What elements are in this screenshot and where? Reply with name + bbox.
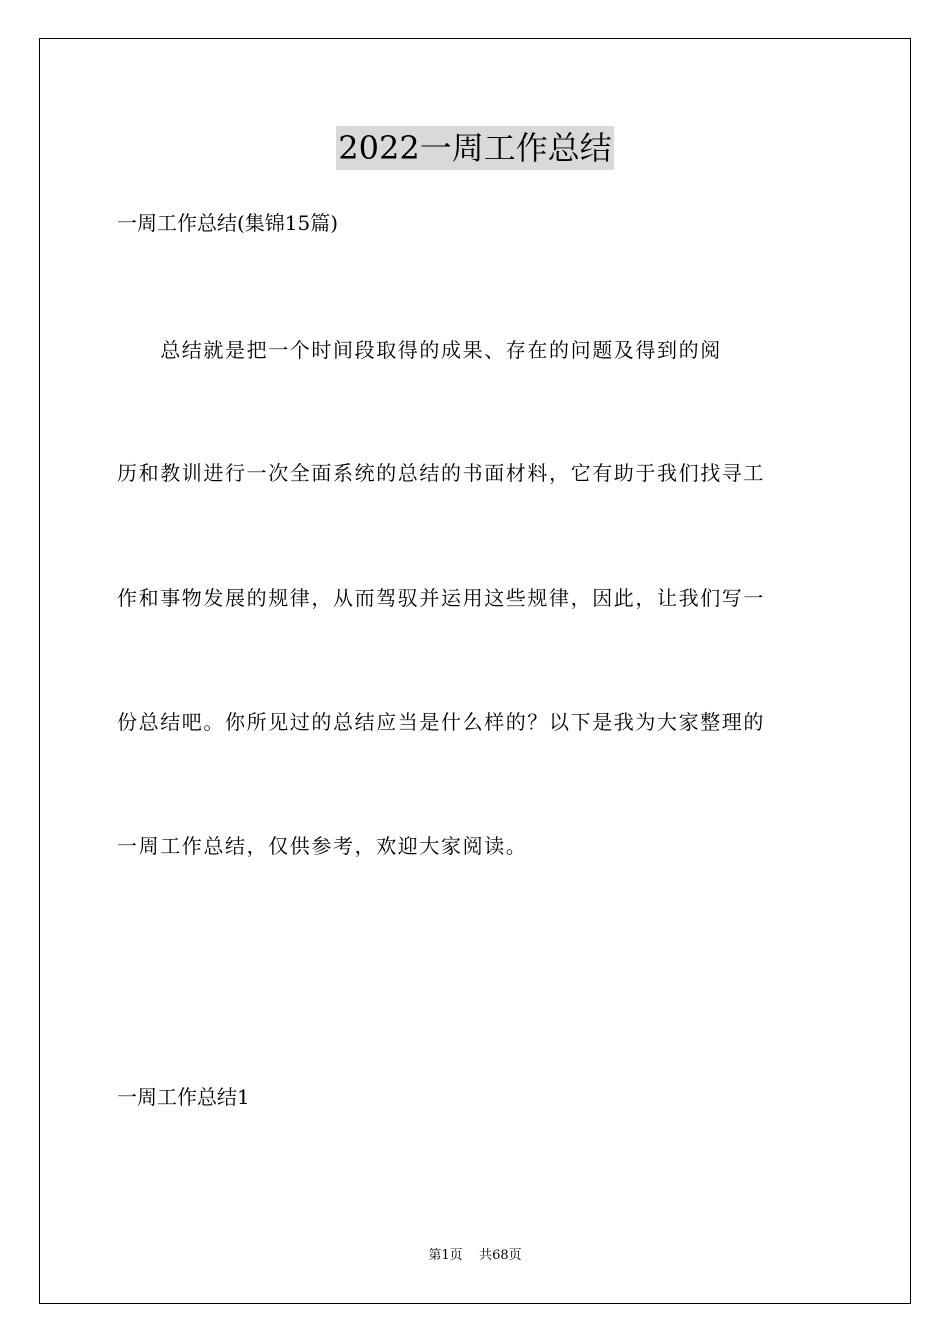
paragraph-line-5: 一周工作总结，仅供参考，欢迎大家阅读。 <box>117 834 528 858</box>
document-subtitle: 一周工作总结(集锦15篇) <box>117 211 339 235</box>
page-number: 第1页 <box>428 1248 463 1263</box>
paragraph-line-3: 作和事物发展的规律，从而驾驭并运用这些规律，因此，让我们写一 <box>117 586 765 610</box>
title-container <box>0 126 950 170</box>
page-footer <box>0 1247 950 1265</box>
paragraph-line-1: 总结就是把一个时间段取得的成果、存在的问题及得到的阅 <box>117 338 722 362</box>
document-title: 2022一周工作总结 <box>336 126 613 170</box>
section-heading: 一周工作总结1 <box>117 1085 250 1109</box>
page-total: 共68页 <box>479 1248 522 1263</box>
paragraph-line-2: 历和教训进行一次全面系统的总结的书面材料，它有助于我们找寻工 <box>117 461 765 485</box>
paragraph-line-4: 份总结吧。你所见过的总结应当是什么样的？以下是我为大家整理的 <box>117 710 765 734</box>
